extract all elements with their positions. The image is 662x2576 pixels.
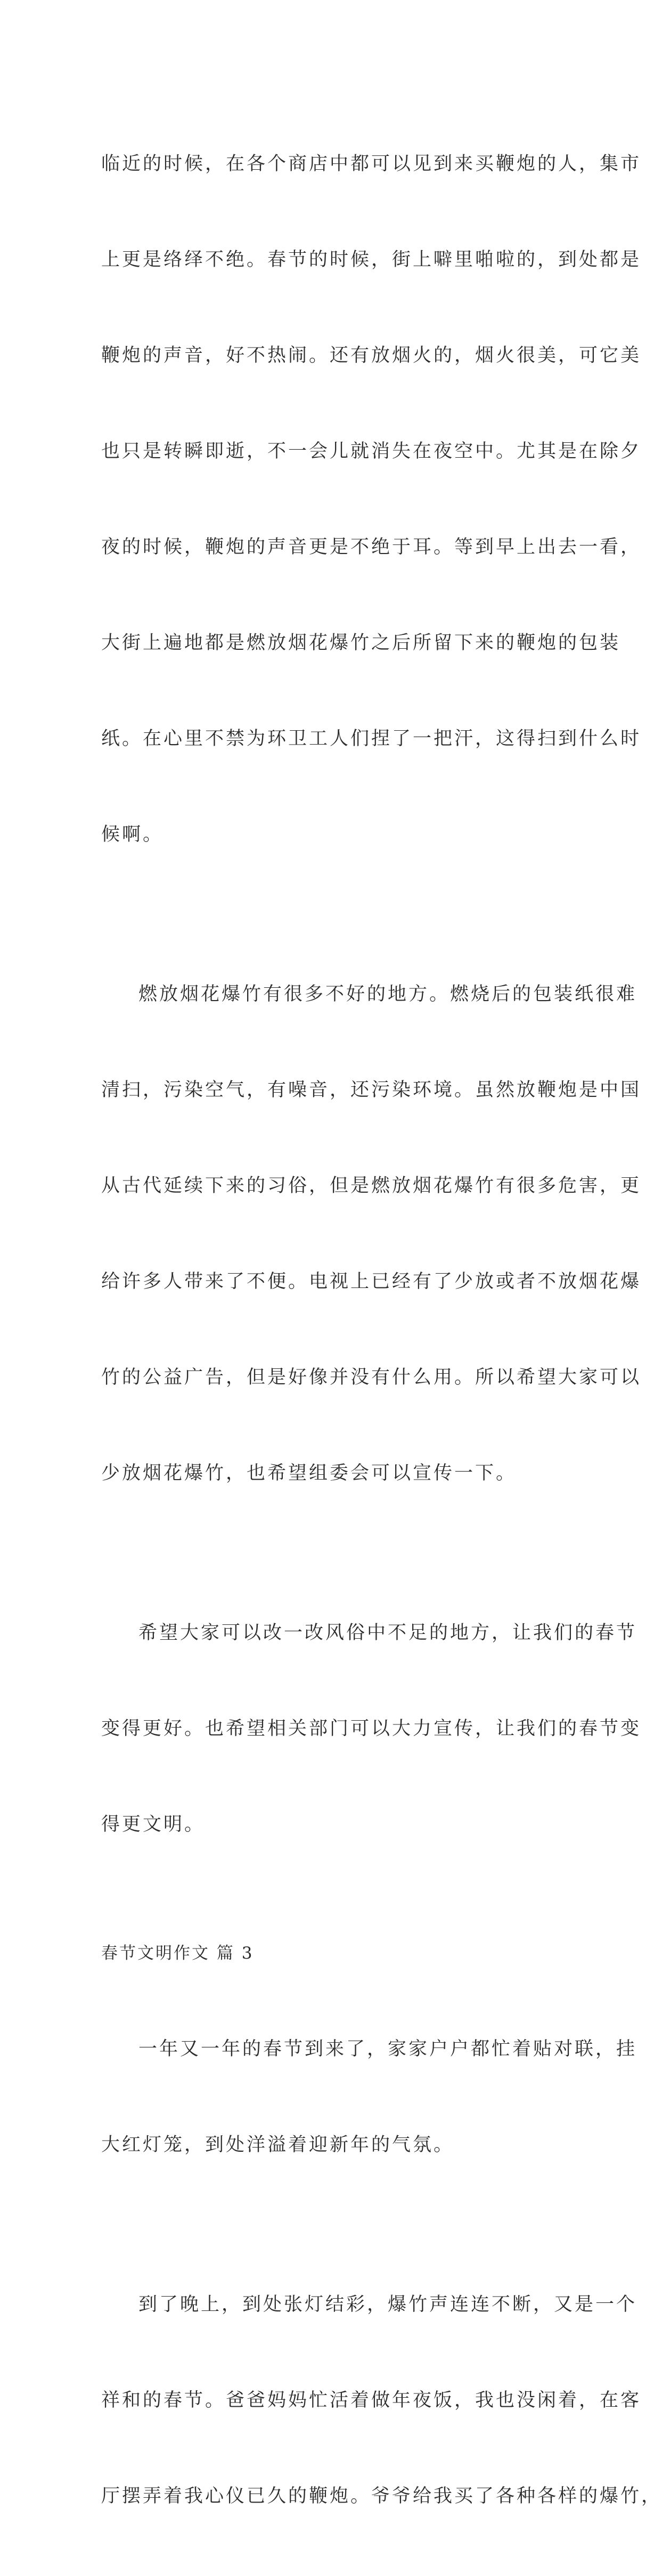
- text-line: 上更是络绎不绝。春节的时候，街上噼里啪啦的，到处都是: [101, 249, 642, 270]
- text-line: 从古代延续下来的习俗，但是燃放烟花爆竹有很多危害，更: [101, 1175, 642, 1196]
- text-line: 希望大家可以改一改风俗中不足的地方，让我们的春节: [138, 1622, 638, 1644]
- text-line: 清扫，污染空气，有噪音，还污染环境。虽然放鞭炮是中国: [101, 1079, 642, 1101]
- section-paragraph-2: [101, 2225, 662, 2576]
- paragraph-2: [101, 914, 642, 1553]
- text-line: 少放烟花爆竹，也希望组委会可以宣传一下。: [101, 1463, 517, 1484]
- section-heading: 春节文明作文 篇 3: [101, 1944, 254, 1963]
- text-line: 鞭炮的声音，好不热闹。还有放烟火的，烟火很美，可它美: [101, 345, 642, 366]
- text-line: 变得更好。也希望相关部门可以大力宣传，让我们的春节变: [101, 1718, 642, 1739]
- text-line: 祥和的春节。爸爸妈妈忙活着做年夜饭，我也没闲着，在客: [101, 2390, 642, 2411]
- text-line: 夜的时候，鞭炮的声音更是不绝于耳。等到早上出去一看，: [101, 536, 642, 558]
- text-line: 大街上遍地都是燃放烟花爆竹之后所留下来的鞭炮的包装: [101, 632, 621, 654]
- paragraph-1: [101, 84, 642, 914]
- text-line: 得更文明。: [101, 1814, 206, 1835]
- text-line: 候啊。: [101, 824, 164, 845]
- text-line: 纸。在心里不禁为环卫工人们捏了一把汗，这得扫到什么时: [101, 728, 642, 749]
- text-line: 到了晚上，到处张灯结彩，爆竹声连连不断，又是一个: [138, 2294, 638, 2315]
- text-line: 大红灯笼，到处洋溢着迎新年的气氛。: [101, 2134, 455, 2156]
- section-paragraph-1: [101, 1969, 638, 2225]
- text-line: 给许多人带来了不便。电视上已经有了少放或者不放烟花爆: [101, 1271, 642, 1292]
- text-line: 燃放烟花爆竹有很多不好的地方。燃烧后的包装纸很难: [138, 984, 638, 1005]
- text-line: 临近的时候，在各个商店中都可以见到来买鞭炮的人，集市: [101, 153, 642, 175]
- paragraph-3: [101, 1553, 642, 1904]
- document-body: [101, 84, 662, 2576]
- text-line: 也只是转瞬即逝，不一会儿就消失在夜空中。尤其是在除夕: [101, 441, 642, 462]
- text-line: 一年又一年的春节到来了，家家户户都忙着贴对联，挂: [138, 2038, 638, 2060]
- text-line: 竹的公益广告，但是好像并没有什么用。所以希望大家可以: [101, 1367, 642, 1388]
- text-line: 厅摆弄着我心仪已久的鞭炮。爷爷给我买了各种各样的爆竹，: [101, 2486, 662, 2507]
